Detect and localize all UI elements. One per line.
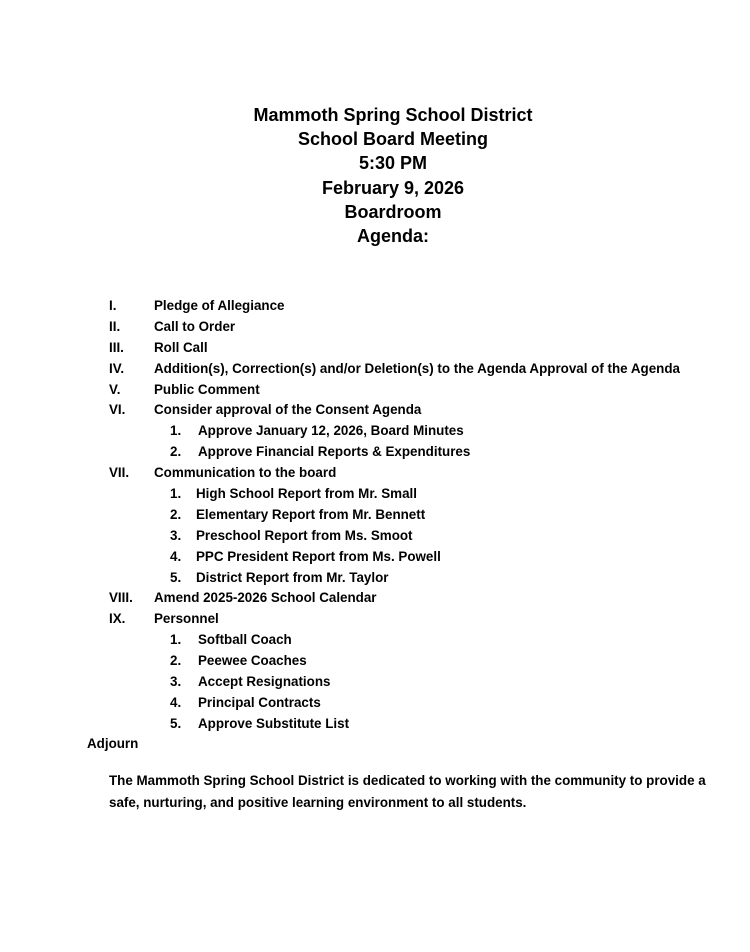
agenda-list: [0, 296, 750, 735]
subitem-number: 2.: [170, 653, 182, 669]
item-numeral: IX.: [109, 611, 126, 627]
subitem-text: Elementary Report from Mr. Bennett: [196, 506, 426, 522]
item-text: Personnel: [154, 611, 219, 627]
subitem-text: Preschool Report from Ms. Smoot: [196, 527, 413, 543]
subitem-number: 1.: [170, 632, 182, 648]
subitem-text: PPC President Report from Ms. Powell: [196, 548, 441, 564]
item-numeral: V.: [109, 381, 121, 397]
subitem-number: 3.: [170, 674, 182, 690]
item-numeral: II.: [109, 318, 121, 334]
subitem-text: Approve January 12, 2026, Board Minutes: [198, 423, 464, 439]
document-header: [0, 103, 750, 248]
item-text: Public Comment: [154, 381, 260, 397]
subitem-number: 2.: [170, 444, 182, 460]
item-numeral: IV.: [109, 360, 125, 376]
item-text: Call to Order: [154, 318, 236, 334]
meeting-location: Boardroom: [344, 201, 442, 222]
subitem-text: Principal Contracts: [198, 694, 321, 710]
subitem-number: 5.: [170, 715, 182, 731]
subitem-text: District Report from Mr. Taylor: [196, 569, 389, 585]
item-text: Roll Call: [154, 339, 208, 355]
item-text: Addition(s), Correction(s) and/or Deletion(s) to the Agenda Approval of the Agenda: [154, 360, 680, 376]
adjourn-label: Adjourn: [87, 736, 139, 751]
subitem-number: 2.: [170, 506, 182, 522]
agenda-subitem: [0, 693, 750, 714]
agenda-item: [0, 609, 750, 630]
agenda-item: [0, 588, 750, 609]
agenda-subitem: [0, 547, 750, 568]
agenda-item: [0, 400, 750, 421]
subitem-text: High School Report from Mr. Small: [196, 486, 417, 502]
mission-statement: The Mammoth Spring School District is dedicated to working with the community to provide a safe, nurturing, and positive learning environment to all students.: [109, 773, 706, 810]
agenda-item: [0, 359, 750, 380]
agenda-subitem: [0, 672, 750, 693]
agenda-item: [0, 338, 750, 359]
item-numeral: III.: [109, 339, 124, 355]
agenda-label: Agenda:: [357, 226, 429, 247]
subitem-number: 1.: [170, 423, 182, 439]
agenda-item: [0, 463, 750, 484]
item-numeral: VI.: [109, 402, 126, 418]
subitem-text: Softball Coach: [198, 632, 292, 648]
subitem-text: Accept Resignations: [198, 674, 331, 690]
meeting-date: February 9, 2026: [321, 177, 465, 198]
agenda-subitem: [0, 651, 750, 672]
subitem-number: 1.: [170, 486, 182, 502]
meeting-time: 5:30 PM: [358, 153, 428, 174]
item-text: Amend 2025-2026 School Calendar: [154, 590, 377, 606]
item-text: Pledge of Allegiance: [154, 298, 285, 313]
item-text: Communication to the board: [154, 465, 337, 481]
subitem-number: 3.: [170, 527, 182, 543]
subitem-number: 4.: [170, 694, 182, 710]
meeting-title: School Board Meeting: [297, 129, 488, 150]
agenda-subitem: [0, 421, 750, 442]
agenda-subitem: [0, 526, 750, 547]
subitem-text: Approve Substitute List: [198, 715, 350, 731]
agenda-subitem: [0, 442, 750, 463]
agenda-subitem: [0, 484, 750, 505]
item-text: Consider approval of the Consent Agenda: [154, 402, 422, 418]
item-numeral: I.: [109, 298, 117, 313]
agenda-subitem: [0, 714, 750, 735]
item-numeral: VII.: [109, 465, 130, 481]
subitem-number: 4.: [170, 548, 182, 564]
subitem-text: Approve Financial Reports & Expenditures: [198, 444, 471, 460]
agenda-subitem: [0, 505, 750, 526]
agenda-subitem: [0, 568, 750, 589]
item-numeral: VIII.: [109, 590, 133, 606]
district-name: Mammoth Spring School District: [253, 105, 533, 125]
subitem-number: 5.: [170, 569, 182, 585]
agenda-subitem: [0, 630, 750, 651]
subitem-text: Peewee Coaches: [198, 653, 307, 669]
agenda-item: [0, 380, 750, 401]
agenda-item: [0, 296, 750, 317]
agenda-item: [0, 317, 750, 338]
